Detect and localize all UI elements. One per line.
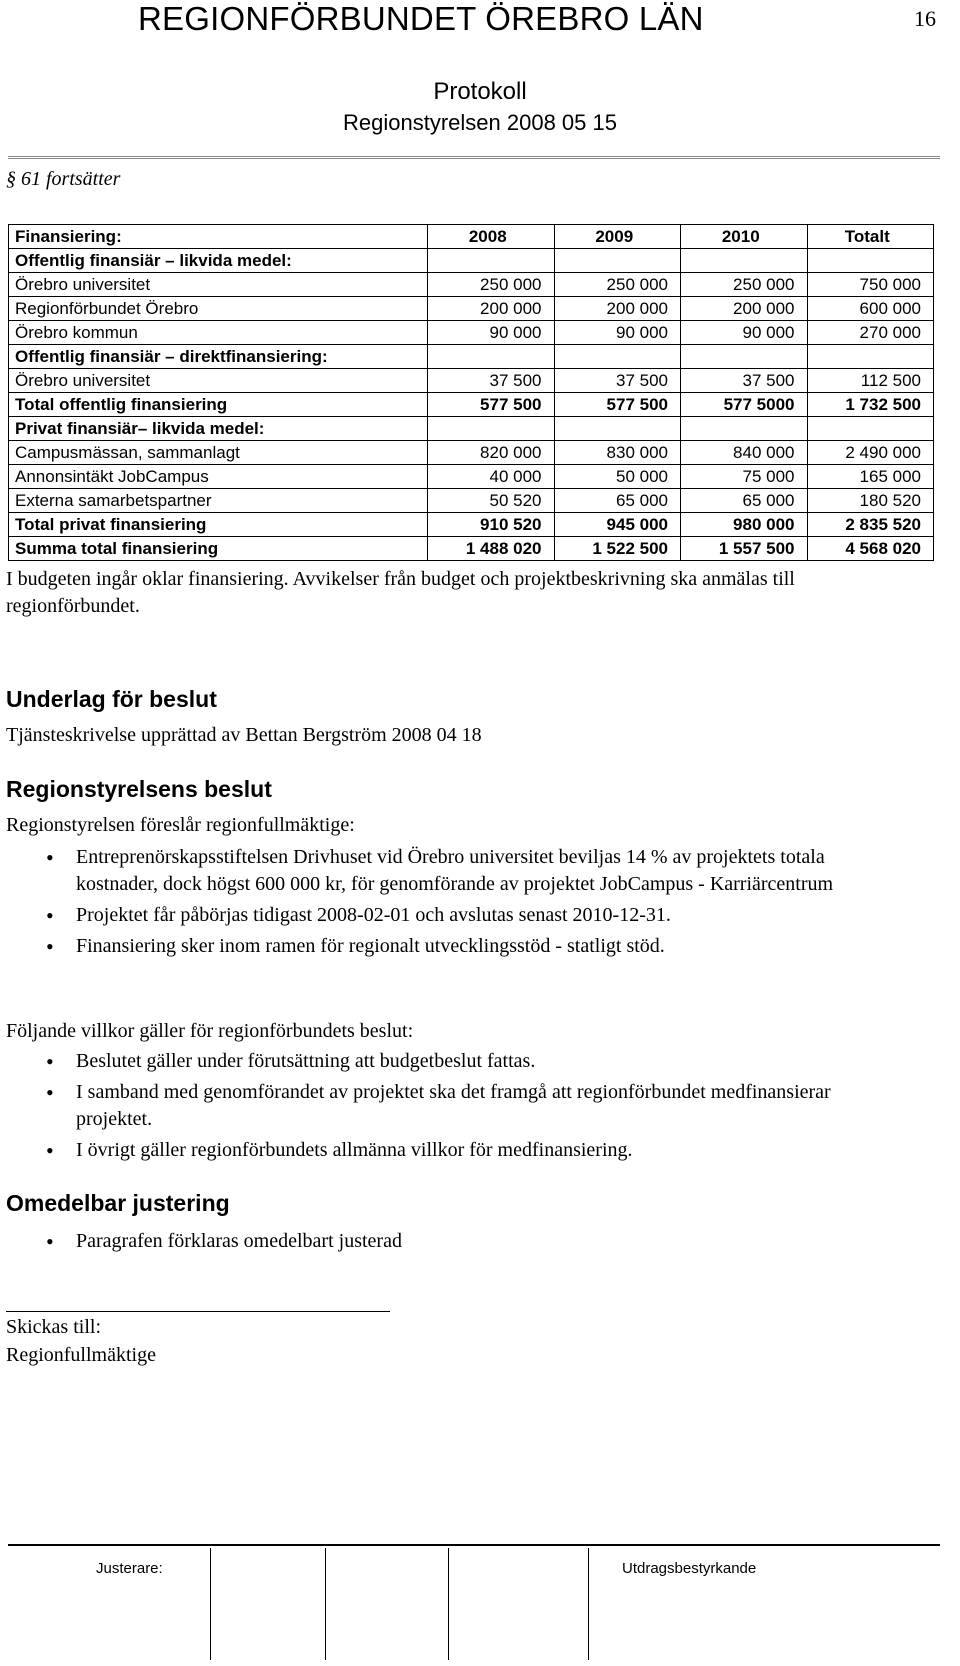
amount-cell: 37 500 (554, 369, 681, 393)
amount-cell: 577 5000 (681, 393, 808, 417)
table-header-cell: 2008 (428, 225, 555, 249)
signature-box-divider (325, 1548, 326, 1660)
amount-cell: 165 000 (807, 465, 934, 489)
amount-cell (681, 249, 808, 273)
meeting-title: Regionstyrelsen 2008 05 15 (343, 110, 617, 135)
row-label-cell: Örebro kommun (9, 321, 428, 345)
amount-cell (428, 345, 555, 369)
amount-cell: 577 500 (428, 393, 555, 417)
row-label-cell: Annonsintäkt JobCampus (9, 465, 428, 489)
amount-cell: 1 522 500 (554, 537, 681, 561)
amount-cell: 1 732 500 (807, 393, 934, 417)
list-item: • Projektet får påbörjas tidigast 2008-02-01 och avslutas senast 2010-12-31. (6, 902, 906, 929)
amount-cell: 65 000 (681, 489, 808, 513)
row-label-cell: Örebro universitet (9, 369, 428, 393)
row-label-cell: Offentlig finansiär – direktfinansiering: (9, 345, 428, 369)
doc-type: Protokoll (433, 78, 527, 105)
row-label-cell: Offentlig finansiär – likvida medel: (9, 249, 428, 273)
amount-cell: 65 000 (554, 489, 681, 513)
distribution-divider (6, 1311, 390, 1312)
amount-cell: 75 000 (681, 465, 808, 489)
row-label-cell: Regionförbundet Örebro (9, 297, 428, 321)
table-row (9, 345, 934, 369)
row-label-cell: Örebro universitet (9, 273, 428, 297)
amount-cell: 910 520 (428, 513, 555, 537)
row-label-cell: Campusmässan, sammanlagt (9, 441, 428, 465)
villkor-intro: Följande villkor gäller för regionförbundets beslut: (6, 1020, 414, 1042)
amount-cell: 90 000 (681, 321, 808, 345)
amount-cell: 200 000 (681, 297, 808, 321)
table-row (9, 537, 934, 561)
amount-cell (807, 249, 934, 273)
underlag-heading: Underlag för beslut (6, 686, 217, 712)
beslut-list (6, 844, 906, 964)
list-item: • I övrigt gäller regionförbundets allmänna villkor för medfinansiering. (6, 1137, 906, 1164)
amount-cell: 200 000 (554, 297, 681, 321)
amount-cell: 250 000 (554, 273, 681, 297)
row-label-cell: Privat finansiär– likvida medel: (9, 417, 428, 441)
amount-cell (681, 345, 808, 369)
amount-cell: 980 000 (681, 513, 808, 537)
beslut-intro: Regionstyrelsen föreslår regionfullmäktige: (6, 814, 355, 836)
signature-box-divider (210, 1548, 211, 1660)
amount-cell: 830 000 (554, 441, 681, 465)
amount-cell: 250 000 (428, 273, 555, 297)
amount-cell: 2 490 000 (807, 441, 934, 465)
amount-cell: 40 000 (428, 465, 555, 489)
distribution-label: Skickas till: (6, 1316, 101, 1338)
list-item: • Entreprenörskapsstiftelsen Drivhuset vid Örebro universitet beviljas 14 % av projektets totala kostnader, dock högst 600 000 kr, för genomförande av projektet JobCampus - Karriärcentrum (6, 844, 906, 898)
amount-cell (807, 417, 934, 441)
amount-cell (428, 249, 555, 273)
amount-cell (681, 417, 808, 441)
amount-cell (428, 417, 555, 441)
justering-list (6, 1228, 906, 1259)
underlag-text: Tjänsteskrivelse upprättad av Bettan Bergström 2008 04 18 (6, 724, 482, 746)
table-row (9, 465, 934, 489)
amount-cell: 750 000 (807, 273, 934, 297)
page-number: 16 (914, 6, 936, 31)
beslut-heading: Regionstyrelsens beslut (6, 776, 272, 802)
section-reference: § 61 fortsätter (6, 168, 121, 190)
amount-cell: 50 520 (428, 489, 555, 513)
footer-divider (8, 1544, 940, 1546)
table-row (9, 441, 934, 465)
amount-cell: 112 500 (807, 369, 934, 393)
amount-cell: 200 000 (428, 297, 555, 321)
amount-cell: 50 000 (554, 465, 681, 489)
amount-cell: 37 500 (428, 369, 555, 393)
utdrag-label: Utdragsbestyrkande (622, 1560, 757, 1577)
amount-cell: 2 835 520 (807, 513, 934, 537)
org-title: REGIONFÖRBUNDET ÖREBRO LÄN (138, 0, 704, 37)
table-row (9, 393, 934, 417)
list-item: • Beslutet gäller under förutsättning att budgetbeslut fattas. (6, 1048, 906, 1075)
amount-cell: 840 000 (681, 441, 808, 465)
budget-note: I budgeten ingår oklar finansiering. Avvikelser från budget och projektbeskrivning ska anmälas till regionförbundet. (6, 568, 795, 617)
table-row (9, 417, 934, 441)
list-item: • Paragrafen förklaras omedelbart justerad (6, 1228, 906, 1255)
justerare-label: Justerare: (96, 1560, 163, 1577)
table-row (9, 321, 934, 345)
table-row (9, 513, 934, 537)
amount-cell: 37 500 (681, 369, 808, 393)
amount-cell: 180 520 (807, 489, 934, 513)
amount-cell (554, 249, 681, 273)
amount-cell: 90 000 (554, 321, 681, 345)
amount-cell: 600 000 (807, 297, 934, 321)
table-row (9, 489, 934, 513)
amount-cell: 4 568 020 (807, 537, 934, 561)
amount-cell: 90 000 (428, 321, 555, 345)
amount-cell: 820 000 (428, 441, 555, 465)
amount-cell: 270 000 (807, 321, 934, 345)
table-header-cell: Totalt (807, 225, 934, 249)
row-label-cell: Summa total finansiering (9, 537, 428, 561)
table-row (9, 273, 934, 297)
row-label-cell: Externa samarbetspartner (9, 489, 428, 513)
table-row (9, 369, 934, 393)
list-item: • I samband med genomförandet av projektet ska det framgå att regionförbundet medfinansierar projektet. (6, 1079, 906, 1133)
amount-cell: 945 000 (554, 513, 681, 537)
signature-box-divider (588, 1548, 589, 1660)
amount-cell: 250 000 (681, 273, 808, 297)
table-header-row (9, 225, 934, 249)
villkor-list (6, 1048, 906, 1168)
amount-cell (554, 417, 681, 441)
amount-cell: 1 557 500 (681, 537, 808, 561)
amount-cell (807, 345, 934, 369)
table-header-cell: Finansiering: (9, 225, 428, 249)
table-header-cell: 2009 (554, 225, 681, 249)
table-row (9, 297, 934, 321)
financing-table (8, 224, 934, 561)
list-item: • Finansiering sker inom ramen för regionalt utvecklingsstöd - statligt stöd. (6, 933, 906, 960)
row-label-cell: Total offentlig finansiering (9, 393, 428, 417)
header-divider (8, 156, 940, 159)
amount-cell: 1 488 020 (428, 537, 555, 561)
table-row (9, 249, 934, 273)
signature-box-divider (448, 1548, 449, 1660)
row-label-cell: Total privat finansiering (9, 513, 428, 537)
justering-heading: Omedelbar justering (6, 1190, 230, 1216)
distribution-recipient: Regionfullmäktige (6, 1344, 156, 1366)
amount-cell (554, 345, 681, 369)
table-header-cell: 2010 (681, 225, 808, 249)
amount-cell: 577 500 (554, 393, 681, 417)
